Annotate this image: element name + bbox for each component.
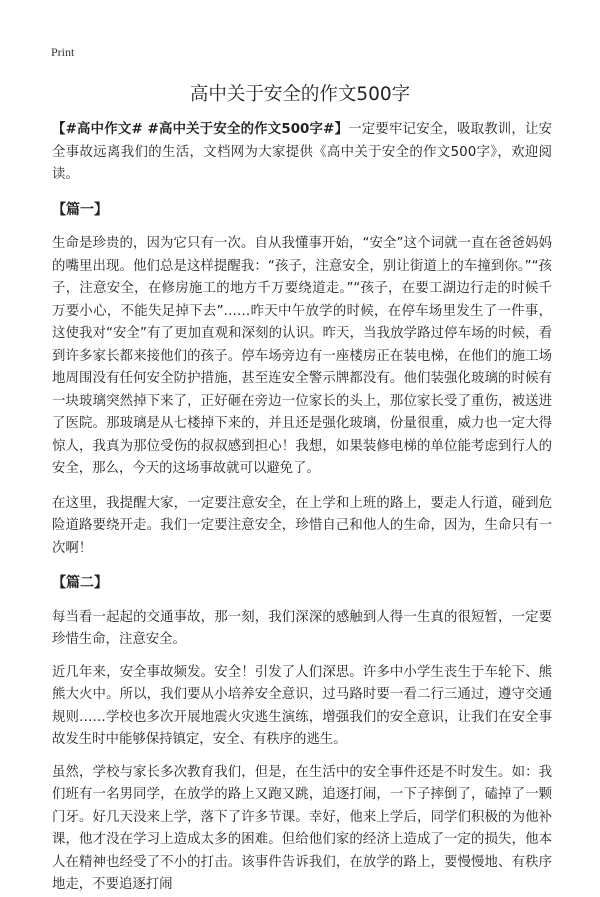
page-title: 高中关于安全的作文500字	[189, 84, 411, 105]
article-body	[52, 119, 552, 897]
paragraph: 虽然，学校与家长多次教育我们，但是，在生活中的安全事件还是不时发生。如：我们班有一名男同学，在放学的路上又跑又跳，追逐打闹，一下子摔倒了，磕掉了一颗门牙。好几天没来上学，落下了许多节课。幸好，他来上学后，同学们积极的为他补课，他才没在学习上造成太多的困难。但给他们家的经济上造成了一定的损失，他本人在精神也经受了不小的打击。该事件告诉我们，在放学的路上，要慢慢地、有秩序地走，不要追逐打闹	[52, 764, 552, 892]
intro-tag: 【#高中作文# #高中关于安全的作文500字#】	[52, 122, 349, 137]
intro-paragraph	[52, 119, 552, 187]
paragraph: 生命是珍贵的，因为它只有一次。自从我懂事开始，“安全”这个词就一直在爸爸妈妈的嘴里出现。他们总是这样提醒我：“孩子，注意安全，别让街道上的车撞到你。”“孩子，注意安全，在修房施工的地方千万要绕道走。”“孩子，在要工湖边行走的时候千万要小心，不能失足掉下去”……昨天中午放学的时候，在停车场里发生了一件事，这使我对“安全”有了更加直观和深刻的认识。昨天，当我放学路过停车场的时候，看到许多家长都来接他们的孩子。停车场旁边有一座楼房正在装电梯，在他们的施工场地周围没有任何安全防护措施，甚至连安全警示牌都没有。他们装强化玻璃的时候有一块玻璃突然掉下来了，正好砸在旁边一位家长的头上，那位家长受了重伤，被送进了医院。那玻璃是从七楼掉下来的，并且还是强化玻璃，份量很重，威力也一定大得惊人，我真为那位受伤的叔叔感到担心！我想，如果装修电梯的单位能考虑到行人的安全，那么，今天的这场事故就可以避免了。	[52, 236, 552, 476]
paragraph: 在这里，我提醒大家，一定要注意安全，在上学和上班的路上，要走人行道，碰到危险道路要绕开走。我们一定要注意安全，珍惜自己和他人的生命，因为，生命只有一次啊！	[52, 495, 552, 556]
paragraph: 近几年来，安全事故频发。安全！引发了人们深思。许多中小学生丧生于车轮下、熊熊大火中。所以，我们要从小培养安全意识，过马路时要一看二行三通过，遵守交通规则……学校也多次开展地震火灾逃生演练，增强我们的安全意识，让我们在安全事故发生时中能够保持镇定，安全、有秩序的逃生。	[52, 664, 552, 747]
paragraph: 每当看一起起的交通事故，那一刻，我们深深的感触到人得一生真的很短暂，一定要珍惜生命，注意安全。	[52, 609, 552, 647]
section-heading-2: 【篇二】	[52, 575, 108, 591]
print-link[interactable]: Print	[51, 45, 75, 59]
section-heading-1: 【篇一】	[52, 201, 108, 218]
intro-text: 一定要牢记安全，吸取教训，让安全事故远离我们的生活，文档网为大家提供《高中关于安全的作文500字》，欢迎阅读。	[52, 122, 553, 182]
